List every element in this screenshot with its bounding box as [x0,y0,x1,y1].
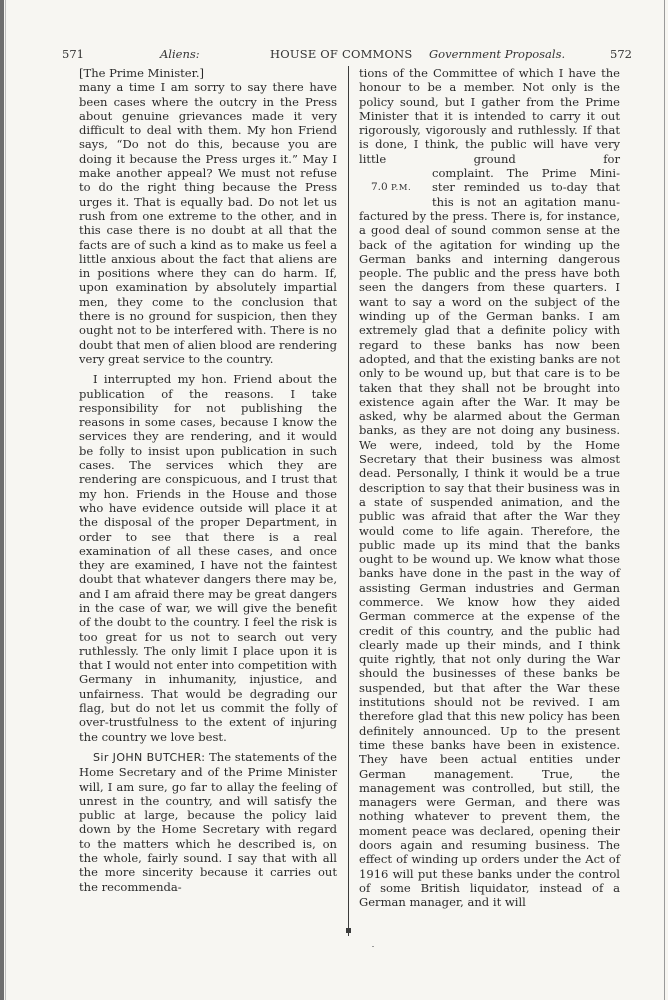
column-divider-end [346,928,351,933]
time-marginal-note [371,180,411,195]
page-binding-shadow [5,0,6,1000]
left-running-title: Aliens: [160,47,200,61]
running-header [62,47,632,63]
time-hour: 7.0 [371,181,388,194]
column-divider [348,66,349,936]
publication-title: HOUSE OF COMMONS [270,47,413,61]
paragraph: tions of the Committee of which I have the honour to be a member. Not only is the policy sound, but I gather from the Prime Minister that it is intended to carry it out rigorously, vigorously and ruthlessly. If that is done, I think, the public will have very little ground for [359,66,620,166]
speaker-name: Sir JOHN BUTCHER: [93,750,206,764]
paragraph-line: this is not an agitation manu- [432,194,620,209]
right-page-number: 572 [610,47,632,61]
speaker-attribution: [The Prime Minister.] [79,66,205,80]
left-column [79,66,337,894]
paragraph: I interrupted my hon. Friend about the publication of the reasons. I take responsibility for not publishing the reasons in some cases, because I know the services they are rendering, and it would be folly to insist upon publication in such cases. The services which they are rendering are conspicuous, and I trust that my hon. Friends in the House and those who have evidence outside will place it at the disposal of the proper Department, in order to see that there is a real examination of all these cases, and once they are examined, I have not the faintest doubt that whatever dangers there may be, and I am afraid there may be great dangers in the case of war, we will give the benefit of the doubt to the country. I feel the risk is too great for us not to search out very ruthlessly. The only limit I place upon it is that I would not enter into competition with Germany in inhumanity, injustice, and unfairness. That would be degrading our flag, but do not let us commit the folly of over-trustfulness to the extent of injuring the country we love best. [79,372,337,744]
page-binding-edge [0,0,4,1000]
page-right-edge [664,0,665,1000]
paragraph: factured by the press. There is, for instance, a good deal of sound common sense at the back of the agitation for winding up the German banks and interning dangerous people. The public and the press have both seen the dangers from these quarters. I want to say a word on the subject of the winding up of the German banks. I am extremely glad that a definite policy with regard to these banks has now been adopted, and that the existing banks are not only to be wound up, but that care is to be taken that they shall not be brought into existence again after the War. It may be asked, why be alarmed about the German banks, as they are not doing any business. We were, indeed, told by the Home Secretary that their business was almost dead. Personally, I think it would be a true description to say that their business was in a state of suspended animation, and the public was afraid that after the War they would come to life again. Therefore, the public made up its mind that the banks ought to be wound up. We know what those banks have done in the past in the way of assisting German industries and German commerce. We know how they aided German commerce at the expense of the credit of this country, and the public had clearly made up their minds, and I think quite rightly, that not only during the War should the businesses of these banks be suspended, but that after the War these institutions should not be revived. I am therefore glad that this new policy has been definitely announced. Up to the present time these banks have been in existence. They have been actual entities under German management. True, the management was controlled, but still, the managers were German, and there was nothing whatever to prevent them, the moment peace was declared, opening their doors again and resuming business. The effect of winding up orders under the Act of 1916 will put these banks under the control of some British liquidator, instead of a German manager, and it will [359,208,620,910]
paragraph-line: complaint. The Prime Mini- [432,166,620,181]
time-suffix: P.M. [391,183,412,194]
speech-text: The statements of the Home Secretary and of the Prime Minister will, I am sure, go far to allay the feeling of unrest in the country, and will satisfy the public at large, because the policy laid down by the Home Secretary with regard to the matters which he described is, on the whole, fairly sound. I say that with all the more sincerity because it carries out the recommenda- [79,749,338,894]
left-page-number: 571 [62,47,84,61]
marginal-block [359,166,620,209]
speech-paragraph [79,750,337,894]
scan-speck [372,946,374,947]
right-running-title: Government Proposals. [429,47,566,61]
paragraph: many a time I am sorry to say there have been cases where the outcry in the Press about genuine grievances made it very difficult to deal with them. My hon Friend says, “Do not do this, because you are doing it because the Press urges it.” May I make another appeal? We must not refuse to do the right thing because the Press urges it. That is equally bad. Do not let us rush from one extreme to the other, and in this case there is no doubt at all that the facts are of such a kind as to make us feel a little anxious about the fact that aliens are in positions where they can do harm. If, upon examination by absolutely impartial men, they come to the conclusion that there is no ground for suspicion, then they ought not to be interfered with. There is no doubt that men of alien blood are rendering very great service to the country. [79,80,337,366]
right-column [359,66,620,910]
paragraph-line: ster reminded us to-day that [432,180,620,195]
